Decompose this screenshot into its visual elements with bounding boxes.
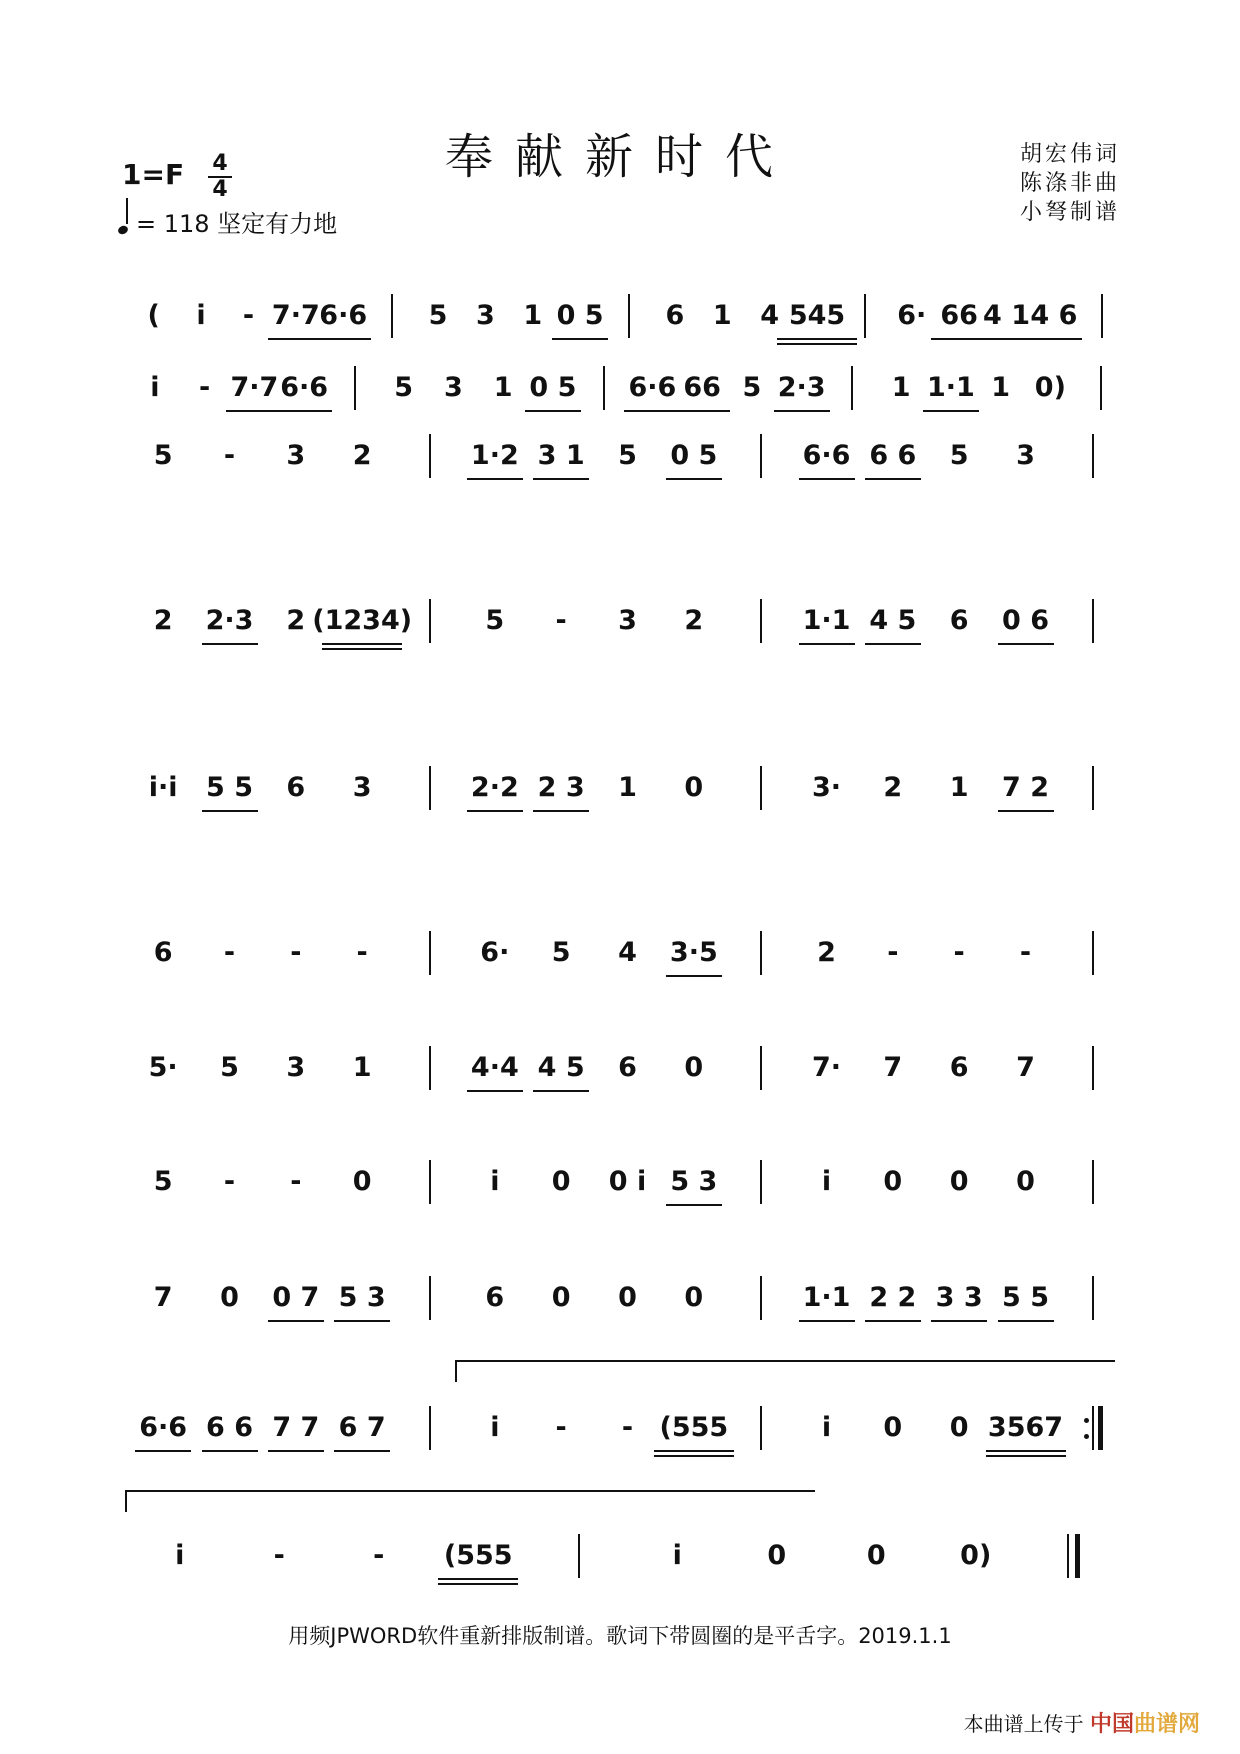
note-token: 2 3 xyxy=(537,772,585,803)
note-token: 2 xyxy=(817,937,836,968)
barline xyxy=(851,366,853,410)
eighth-beam xyxy=(202,643,258,645)
note-token: 0) xyxy=(1034,372,1066,403)
note-token: 0 i xyxy=(608,1166,647,1197)
barline xyxy=(1092,1276,1094,1320)
eighth-beam xyxy=(533,478,589,480)
eighth-beam xyxy=(226,410,282,412)
note-token: 7 7 xyxy=(272,1412,320,1443)
barline xyxy=(760,766,762,810)
volta-bracket xyxy=(125,1490,815,1492)
note-token: i xyxy=(821,1166,832,1197)
note-token: - xyxy=(273,1540,285,1571)
note-token: 0 xyxy=(949,1412,969,1443)
note-token: ( xyxy=(147,300,160,331)
note-token: 1 xyxy=(618,772,637,803)
eighth-beam xyxy=(998,810,1054,812)
note-token: 6 xyxy=(949,605,969,636)
note-token: 2 xyxy=(153,605,173,636)
page-title: 奉献新时代 xyxy=(444,129,795,185)
note-token: - xyxy=(290,1166,302,1197)
note-token: 5 xyxy=(618,440,637,471)
note-token: 5 5 xyxy=(206,772,253,803)
note-token: i xyxy=(821,1412,832,1443)
note-token: 6 6 xyxy=(206,1412,253,1443)
note-token: 5 xyxy=(949,440,969,471)
note-token: 5 xyxy=(220,1052,239,1083)
note-token: - xyxy=(555,1412,567,1443)
note-token: 0 xyxy=(684,772,704,803)
barline xyxy=(391,294,393,338)
note-token: - xyxy=(1019,937,1032,968)
note-token: 4 6 xyxy=(1030,300,1078,331)
note-token: (555 xyxy=(443,1540,513,1571)
note-token: 4 xyxy=(618,937,637,968)
note-token: 6 6 xyxy=(869,440,917,471)
barline xyxy=(760,434,762,478)
note-token: i xyxy=(490,1166,500,1197)
note-token: 1 xyxy=(991,372,1011,403)
eighth-beam xyxy=(865,1320,921,1322)
eighth-beam xyxy=(276,410,332,412)
repeat-barline-thick xyxy=(1098,1406,1103,1450)
note-token: 7 xyxy=(883,1052,903,1083)
note-token: 2 2 xyxy=(869,1282,917,1313)
note-token: - xyxy=(223,440,236,471)
volta-line xyxy=(125,1490,127,1512)
note-token: - xyxy=(223,1166,236,1197)
eighth-beam xyxy=(268,1450,324,1452)
note-token: 0 xyxy=(949,1166,969,1197)
eighth-beam xyxy=(931,1320,987,1322)
eighth-beam xyxy=(666,1204,722,1206)
volta-bracket xyxy=(455,1360,1115,1362)
eighth-beam xyxy=(923,410,979,412)
note-token: - xyxy=(223,937,236,968)
note-token: 6·6 xyxy=(139,1412,188,1443)
barline xyxy=(628,294,630,338)
barline xyxy=(1100,366,1102,410)
barline xyxy=(760,931,762,975)
note-token: 3 xyxy=(286,1052,306,1083)
eighth-beam xyxy=(334,1450,390,1452)
repeat-dot xyxy=(1084,1434,1089,1439)
barline xyxy=(760,1406,762,1450)
note-token: 1 xyxy=(352,1052,372,1083)
note-token: 3· xyxy=(811,772,842,803)
note-token: 0 5 xyxy=(670,440,718,471)
eighth-beam xyxy=(624,410,680,412)
note-token: 5 xyxy=(153,440,173,471)
note-token: 2 xyxy=(352,440,372,471)
note-token: 66 xyxy=(683,372,721,403)
eighth-beam xyxy=(525,410,581,412)
key-signature: 1=F xyxy=(122,158,185,191)
note-token: 0 xyxy=(684,1052,704,1083)
note-token: 6 xyxy=(485,1282,505,1313)
note-token: 0 6 xyxy=(1002,605,1049,636)
note-token: 5 5 xyxy=(1002,1282,1049,1313)
eighth-beam xyxy=(799,1320,855,1322)
note-token: 6· xyxy=(897,300,927,331)
note-token: 5 3 xyxy=(338,1282,386,1313)
sixteenth-beam xyxy=(777,343,857,345)
barline xyxy=(1101,294,1103,338)
barline xyxy=(1092,931,1094,975)
eighth-beam xyxy=(467,478,523,480)
note-token: 5 3 xyxy=(670,1166,718,1197)
note-token: 3·5 xyxy=(669,937,718,968)
barline xyxy=(429,1406,431,1450)
barline xyxy=(429,766,431,810)
eighth-beam xyxy=(799,643,855,645)
note-token: 6·6 xyxy=(280,372,329,403)
note-token: 5 xyxy=(485,605,505,636)
note-token: 5 xyxy=(428,300,448,331)
note-token: i xyxy=(196,300,206,331)
upload-credit xyxy=(964,1707,1200,1738)
note-token: (1234) xyxy=(312,605,413,636)
note-token: 2 xyxy=(286,605,306,636)
note-token: 4 5 xyxy=(869,605,917,636)
note-token: 0 xyxy=(866,1540,886,1571)
eighth-beam xyxy=(799,478,855,480)
note-token: 3 xyxy=(443,372,463,403)
eighth-beam xyxy=(674,410,730,412)
note-token: - xyxy=(953,937,965,968)
sixteenth-beam xyxy=(322,648,402,650)
eighth-beam xyxy=(202,810,258,812)
eighth-beam xyxy=(467,810,523,812)
arranger: 小弩制谱 xyxy=(1020,200,1121,225)
note-token: 5· xyxy=(148,1052,178,1083)
note-token: 2·3 xyxy=(205,605,254,636)
note-token: 0 xyxy=(220,1282,239,1313)
note-token: 1 xyxy=(712,300,732,331)
note-token: 5 xyxy=(153,1166,173,1197)
barline xyxy=(429,1046,431,1090)
sixteenth-beam xyxy=(777,338,857,340)
note-token: 6 xyxy=(949,1052,969,1083)
site-logo-suffix: 曲谱网 xyxy=(1133,1712,1200,1737)
sixteenth-beam xyxy=(654,1450,734,1452)
note-token: 0 xyxy=(1016,1166,1035,1197)
note-token: - xyxy=(290,937,302,968)
note-token: 545 xyxy=(788,300,846,331)
note-token: - xyxy=(887,937,899,968)
note-token: 2 xyxy=(684,605,704,636)
note-token: 0 xyxy=(618,1282,637,1313)
note-token: - xyxy=(356,937,368,968)
eighth-beam xyxy=(533,1090,589,1092)
note-token: 0 xyxy=(883,1412,903,1443)
note-token: 6·6 xyxy=(802,440,851,471)
tempo-text: = 118 坚定有力地 xyxy=(136,210,338,238)
note-token: 1·2 xyxy=(470,440,519,471)
note-token: 7 xyxy=(153,1282,173,1313)
eighth-beam xyxy=(552,338,608,340)
note-token: 6 xyxy=(153,937,173,968)
barline xyxy=(603,366,605,410)
note-token: 0) xyxy=(960,1540,992,1571)
note-token: 3 xyxy=(475,300,495,331)
repeat-dot xyxy=(1084,1418,1089,1423)
note-token: 1 xyxy=(891,372,911,403)
note-token: 3 xyxy=(618,605,637,636)
barline xyxy=(1092,1406,1094,1450)
note-token: 4 5 xyxy=(537,1052,585,1083)
note-token: 4 1 xyxy=(983,300,1031,331)
note-token: 3567 xyxy=(987,1412,1064,1443)
note-token: 0 xyxy=(767,1540,787,1571)
eighth-beam xyxy=(533,810,589,812)
note-token: 3 xyxy=(352,772,372,803)
note-token: 3 xyxy=(1016,440,1035,471)
note-token: 6 xyxy=(618,1052,637,1083)
note-token: 66 xyxy=(940,300,978,331)
barline xyxy=(1092,599,1094,643)
note-token: 2 xyxy=(883,772,903,803)
note-token: 6·6 xyxy=(319,300,368,331)
barline xyxy=(760,1046,762,1090)
eighth-beam xyxy=(666,975,722,977)
note-token: 5 xyxy=(742,372,762,403)
eighth-beam xyxy=(998,1320,1054,1322)
note-token: 7 2 xyxy=(1002,772,1049,803)
eighth-beam xyxy=(202,1450,258,1452)
note-token: 3 1 xyxy=(537,440,585,471)
sixteenth-beam xyxy=(322,643,402,645)
sixteenth-beam xyxy=(654,1455,734,1457)
eighth-beam xyxy=(334,1320,390,1322)
barline xyxy=(760,1276,762,1320)
note-token: 1 xyxy=(493,372,513,403)
note-token: i xyxy=(175,1540,185,1571)
note-token: 5 xyxy=(551,937,571,968)
note-token: 7·7 xyxy=(271,300,320,331)
barline xyxy=(760,599,762,643)
note-token: 0 xyxy=(883,1166,903,1197)
note-token: 0 xyxy=(684,1282,704,1313)
note-token: 6 xyxy=(286,772,306,803)
note-token: i xyxy=(672,1540,682,1571)
note-token: 0 xyxy=(352,1166,372,1197)
lyricist: 胡宏伟词 xyxy=(1020,142,1121,167)
eighth-beam xyxy=(865,643,921,645)
barline xyxy=(1092,1046,1094,1090)
note-token: 7·7 xyxy=(230,372,279,403)
sixteenth-beam xyxy=(438,1583,518,1585)
note-token: 0 7 xyxy=(272,1282,320,1313)
barline xyxy=(354,366,356,410)
note-token: 3 xyxy=(286,440,306,471)
note-token: - xyxy=(621,1412,634,1443)
note-token: 6 xyxy=(665,300,685,331)
note-token: - xyxy=(242,300,255,331)
note-token: 0 xyxy=(551,1166,571,1197)
note-token: 7· xyxy=(811,1052,842,1083)
note-token: 4·4 xyxy=(470,1052,519,1083)
note-token: 6·6 xyxy=(628,372,677,403)
barline xyxy=(760,1160,762,1204)
volta-line xyxy=(455,1360,457,1382)
note-token: - xyxy=(373,1540,385,1571)
note-token: 3 3 xyxy=(935,1282,983,1313)
note-token: i·i xyxy=(148,772,178,803)
note-token: (555 xyxy=(659,1412,729,1443)
eighth-beam xyxy=(1026,338,1082,340)
eighth-beam xyxy=(135,1450,191,1452)
note-token: 5 xyxy=(394,372,414,403)
eighth-beam xyxy=(998,643,1054,645)
barline xyxy=(429,434,431,478)
note-token: i xyxy=(490,1412,500,1443)
note-token: 2·3 xyxy=(777,372,826,403)
note-token: 0 5 xyxy=(556,300,604,331)
time-sig-bottom: 4 xyxy=(208,176,232,202)
upload-text: 本曲谱上传于 xyxy=(963,1712,1084,1736)
eighth-beam xyxy=(865,478,921,480)
barline xyxy=(578,1534,580,1578)
sixteenth-beam xyxy=(986,1455,1066,1457)
note-token: 1 xyxy=(523,300,543,331)
note-token: 6· xyxy=(480,937,510,968)
barline xyxy=(1075,1534,1080,1578)
note-token: 2·2 xyxy=(470,772,519,803)
note-token: 1·1 xyxy=(802,1282,851,1313)
barline xyxy=(1092,766,1094,810)
composer: 陈涤非曲 xyxy=(1020,171,1121,196)
note-token: 0 xyxy=(551,1282,571,1313)
barline xyxy=(429,599,431,643)
barline xyxy=(1092,1160,1094,1204)
eighth-beam xyxy=(268,1320,324,1322)
note-token: 7 xyxy=(1016,1052,1035,1083)
note-token: 1·1 xyxy=(926,372,975,403)
site-logo: 中国 xyxy=(1089,1712,1134,1737)
eighth-beam xyxy=(774,410,830,412)
note-token: i xyxy=(150,372,160,403)
note-token: - xyxy=(199,372,211,403)
note-token: - xyxy=(555,605,567,636)
barline xyxy=(864,294,866,338)
note-token: 4 xyxy=(760,300,780,331)
barline xyxy=(429,1276,431,1320)
eighth-beam xyxy=(666,478,722,480)
note-token: 1·1 xyxy=(802,605,851,636)
barline xyxy=(429,931,431,975)
note-token: 6 7 xyxy=(338,1412,386,1443)
eighth-beam xyxy=(315,338,371,340)
barline xyxy=(1092,434,1094,478)
sixteenth-beam xyxy=(438,1578,518,1580)
final-barline-thin xyxy=(1067,1534,1069,1578)
note-token: 0 5 xyxy=(529,372,577,403)
sixteenth-beam xyxy=(986,1450,1066,1452)
time-sig-top: 4 xyxy=(212,151,228,176)
eighth-beam xyxy=(467,1090,523,1092)
note-token: 1 xyxy=(949,772,969,803)
barline xyxy=(429,1160,431,1204)
footer-note: 用频JPWORD软件重新排版制谱。歌词下带圆圈的是平舌字。2019.1.1 xyxy=(288,1624,952,1648)
